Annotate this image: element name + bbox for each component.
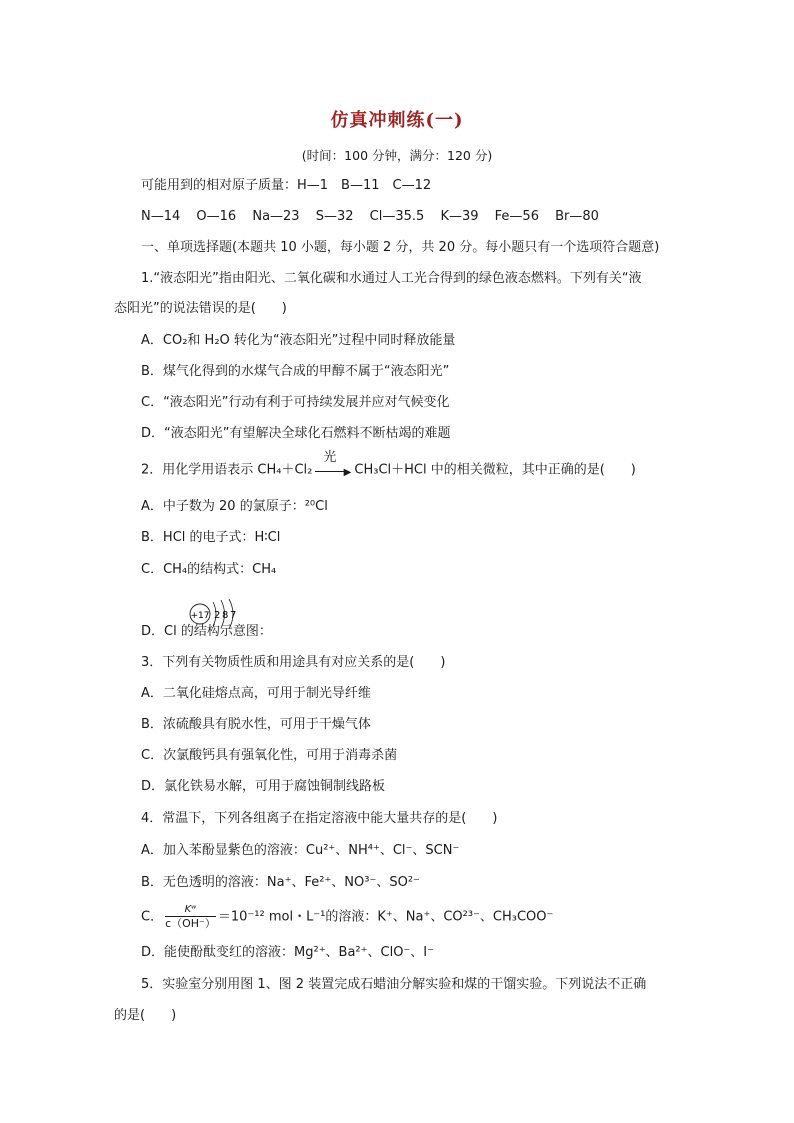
question-5-stem: 5．实验室分别用图 1、图 2 装置完成石蜡油分解实验和煤的干馏实验。下列说法不正确 xyxy=(141,977,647,992)
exam-info: (时间：100 分钟，满分：120 分) xyxy=(301,148,493,163)
question-2-option-c: C．CH₄的结构式：CH₄ xyxy=(141,562,277,577)
atom-shell-electrons: 8 xyxy=(222,610,229,621)
question-1-option-a: A．CO₂和 H₂O 转化为“液态阳光”过程中同时释放能量 xyxy=(141,333,456,348)
question-1-option-b: B．煤气化得到的水煤气合成的甲醇不属于“液态阳光” xyxy=(141,364,450,379)
atomic-mass-list xyxy=(141,209,611,225)
atomic-mass-item: O—16 xyxy=(196,209,237,224)
atom-nucleus-charge: +17 xyxy=(190,611,210,621)
atomic-mass-item: N—14 xyxy=(141,209,181,224)
question-1-option-d: D．“液态阳光”有望解决全球化石燃料不断枯竭的难题 xyxy=(141,426,451,441)
question-2-option-b: B．HCl 的电子式：H∶Cl xyxy=(141,530,281,545)
question-3-option-c: C．次氯酸钙具有强氧化性，可用于消毒杀菌 xyxy=(141,748,398,763)
atomic-mass-item: S—32 xyxy=(315,209,354,224)
atomic-mass-item: Br—80 xyxy=(555,209,599,224)
question-1-option-c: C．“液态阳光”行动有利于可持续发展并应对气候变化 xyxy=(141,395,450,410)
option-label: C． xyxy=(141,909,164,925)
section-heading: 一、单项选择题(本题共 10 小题，每小题 2 分，共 20 分。每小题只有一个选项符合题意) xyxy=(141,240,660,255)
question-2-option-d: D．Cl 的结构示意图： xyxy=(141,624,272,639)
atom-shell-electrons: 7 xyxy=(230,610,237,621)
question-2-option-a: A．中子数为 20 的氯原子：²⁰Cl xyxy=(141,499,328,514)
question-1-stem: 1.“液态阳光”指由阳光、二氧化碳和水通过人工光合得到的绿色液态燃料。下列有关“液 xyxy=(141,271,642,286)
kw-fraction xyxy=(165,904,216,930)
question-2-stem xyxy=(141,450,636,479)
atomic-mass-intro: 可能用到的相对原子质量：H—1 B—11 C—12 xyxy=(141,178,432,193)
atomic-mass-item: K—39 xyxy=(440,209,479,224)
question-2-reactants: 2．用化学用语表示 CH₄＋Cl₂ xyxy=(141,462,313,478)
question-3-option-b: B．浓硫酸具有脱水性，可用于干燥气体 xyxy=(141,717,371,732)
atomic-mass-item: Fe—56 xyxy=(494,209,539,224)
question-1-stem-cont: 态阳光”的说法错误的是( ) xyxy=(114,301,287,316)
page-title: 仿真冲刺练(一) xyxy=(330,110,464,131)
reaction-condition: 光 xyxy=(323,450,337,465)
question-5-stem-cont: 的是( ) xyxy=(114,1008,177,1023)
question-3-option-a: A．二氧化硅熔点高，可用于制光导纤维 xyxy=(141,686,371,701)
question-3-stem: 3．下列有关物质性质和用途具有对应关系的是( ) xyxy=(141,655,446,670)
atom-shell-electrons: 2 xyxy=(214,610,221,621)
question-4-option-a: A．加入苯酚显紫色的溶液：Cu²⁺、NH⁴⁺、Cl⁻、SCN⁻ xyxy=(141,843,460,858)
chlorine-atom-structure-diagram xyxy=(189,599,299,631)
question-4-option-c xyxy=(141,904,553,930)
atomic-mass-item: Cl—35.5 xyxy=(369,209,425,224)
atomic-mass-item: Na—23 xyxy=(252,209,300,224)
question-4-option-d: D．能使酚酞变红的溶液：Mg²⁺、Ba²⁺、ClO⁻、I⁻ xyxy=(141,945,434,960)
question-4-option-c-text: ＝10⁻¹² mol・L⁻¹的溶液：K⁺、Na⁺、CO²³⁻、CH₃COO⁻ xyxy=(217,909,554,925)
question-2-products: CH₃Cl＋HCl 中的相关微粒，其中正确的是( ) xyxy=(354,462,636,478)
fraction-denominator: c（OH⁻） xyxy=(165,917,216,930)
question-4-stem: 4．常温下，下列各组离子在指定溶液中能大量共存的是( ) xyxy=(141,811,498,826)
reaction-arrow: 光 ▶ xyxy=(315,462,351,478)
fraction-numerator: Kʷ xyxy=(165,904,216,917)
question-4-option-b: B．无色透明的溶液：Na⁺、Fe²⁺、NO³⁻、SO²⁻ xyxy=(141,875,420,890)
question-3-option-d: D．氯化铁易水解，可用于腐蚀铜制线路板 xyxy=(141,779,386,794)
